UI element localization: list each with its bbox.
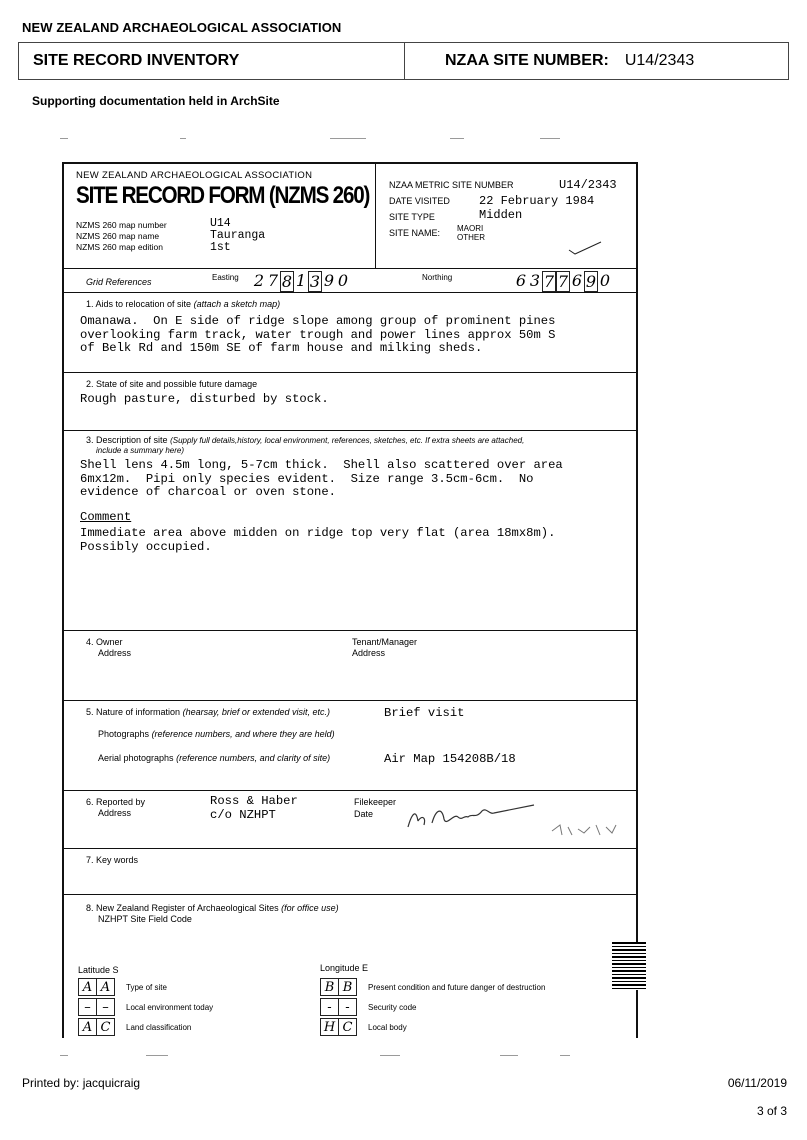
header-box [18,42,789,80]
northing-digit: 6 [515,271,527,290]
lon-code-row-3: H C [320,1018,356,1036]
name-label: SITE NAME: [389,228,441,238]
lon-code-row-1: B B [320,978,356,996]
scan-mark [146,1055,168,1056]
form-org: NEW ZEALAND ARCHAEOLOGICAL ASSOCIATION [76,170,313,181]
scan-mark [560,1055,570,1056]
grid-references-row [64,268,636,292]
s1-text: Omanawa. On E side of ridge slope among group of prominent pines overlooking farm track, water trough and power lines approx 50m S of Belk Rd and 150m SE of farm house and milking sheds. [80,314,556,355]
site-number-cell [405,43,788,79]
map-number-label: NZMS 260 map number [76,220,167,230]
easting-label: Easting [212,273,239,282]
lat-code-row-1: A A [78,978,114,996]
printed-by: Printed by: jacquicraig [22,1076,141,1090]
northing-label: Northing [422,273,453,282]
s6-address: Address [98,808,132,818]
s6-reporter: Ross & Haber [210,794,298,808]
type-label: SITE TYPE [389,212,435,222]
easting-digit: 0 [337,271,349,290]
easting-digit: 8 [281,272,293,291]
s8-label: 8. New Zealand Register of Archaeological Sites (for office use) [86,903,339,913]
form-title-block [64,164,376,268]
date-label: DATE VISITED [389,196,450,206]
form-title: SITE RECORD FORM (NZMS 260) [76,182,370,209]
section-6 [64,790,636,848]
map-labels [76,220,167,253]
s6-date: Date [354,809,374,819]
section-3 [64,430,636,630]
easting-digit: 2 [253,271,265,290]
northing-digit: 7 [543,272,555,291]
s4-owner: 4. Owner [86,637,123,647]
section-8 [64,894,636,1040]
s5-photos: Photographs (reference numbers, and where they are held) [98,729,335,739]
s3-comment-heading: Comment [80,510,132,524]
signature-icon [402,799,542,835]
s1-label: 1. Aids to relocation of site (attach a sketch map) [86,299,281,309]
lon-label: Longitude E [320,963,369,973]
map-name-label: NZMS 260 map name [76,231,160,241]
easting-digit: 1 [295,271,307,290]
s3-label: 3. Description of site (Supply full details,history, local environment, references, sketches, etc. If extra sheets are attached, [86,435,525,445]
easting-digit: 9 [323,271,335,290]
s3-note2: include a summary here) [96,446,185,455]
s5-value: Brief visit [384,706,465,720]
northing-digits [514,271,612,292]
easting-digit: 7 [267,271,279,290]
date-value: 22 February 1984 [479,194,595,208]
map-edition: 1st [210,241,231,254]
section-1 [64,292,636,372]
name-other: OTHER [457,233,485,242]
lat-label-2: Local environment today [126,1003,214,1012]
lat-label-1: Type of site [126,983,167,992]
map-name: Tauranga [210,229,266,242]
scan-mark [540,138,560,139]
s4-tenant-address: Address [352,648,386,658]
s5-aerial: Aerial photographs (reference numbers, and clarity of site) [98,753,331,763]
map-edition-label: NZMS 260 map edition [76,242,163,252]
scan-mark [60,1055,68,1056]
site-record-form [62,162,638,1038]
barcode-icon [612,942,646,990]
check-mark-icon [567,240,603,256]
inventory-title: SITE RECORD INVENTORY [19,43,405,79]
lon-label-3: Local body [368,1023,407,1032]
grid-label: Grid References [86,277,152,287]
s6-reporter-addr: c/o NZHPT [210,808,276,822]
site-number-label: NZAA SITE NUMBER: [445,52,609,69]
northing-digit: 3 [529,271,541,290]
scan-mark [450,138,464,139]
date-stamp-icon [550,821,620,839]
northing-digit: 9 [585,272,597,291]
s4-address: Address [98,648,132,658]
lat-label-3: Land classification [126,1023,192,1032]
map-values [210,218,265,254]
s6-filekeeper: Filekeeper [354,797,397,807]
s5-label: 5. Nature of information (hearsay, brief or extended visit, etc.) [86,707,330,717]
s4-tenant: Tenant/Manager [352,637,418,647]
type-value: Midden [479,208,523,222]
lat-code-row-3: A C [78,1018,114,1036]
s2-label: 2. State of site and possible future damage [86,379,258,389]
easting-digits [252,271,350,292]
easting-digit: 3 [309,272,321,291]
section-4 [64,630,636,700]
map-number: U14 [210,217,231,230]
metric-label: NZAA METRIC SITE NUMBER [389,180,514,190]
site-number-value: U14/2343 [624,52,695,69]
northing-digit: 0 [599,271,611,290]
section-5 [64,700,636,790]
s3-text: Shell lens 4.5m long, 5-7cm thick. Shell also scattered over area 6mx12m. Pipi only species evident. Size range 3.5cm-6cm. No evidence of charcoal or oven stone. [80,458,563,499]
page-number: 3 of 3 [756,1104,787,1118]
header-org: NEW ZEALAND ARCHAEOLOGICAL ASSOCIATION [22,20,342,35]
s7-label: 7. Key words [86,855,139,865]
s2-text: Rough pasture, disturbed by stock. [80,392,329,406]
lon-label-1: Present condition and future danger of destruction [368,983,546,992]
section-2 [64,372,636,430]
section-7 [64,848,636,894]
lat-label: Latitude S [78,965,119,975]
metric-value: U14/2343 [559,178,617,192]
lon-label-2: Security code [368,1003,417,1012]
s5-aerial-value: Air Map 154208B/18 [384,752,516,766]
northing-digit: 7 [557,272,569,291]
scan-mark [180,138,186,139]
lon-code-row-2: - - [320,998,356,1016]
name-maori: MAORI [457,224,484,233]
s8-sub: NZHPT Site Field Code [98,914,192,924]
scan-mark [60,138,68,139]
s3-comment: Immediate area above midden on ridge top very flat (area 18mx8m). Possibly occupied. [80,526,556,554]
scan-mark [330,138,366,139]
northing-digit: 6 [571,271,583,290]
scan-mark [380,1055,400,1056]
scan-mark [500,1055,518,1056]
print-date: 06/11/2019 [727,1076,787,1090]
lat-code-row-2: – – [78,998,114,1016]
supporting-note: Supporting documentation held in ArchSite [32,94,280,108]
s6-label: 6. Reported by [86,797,146,807]
